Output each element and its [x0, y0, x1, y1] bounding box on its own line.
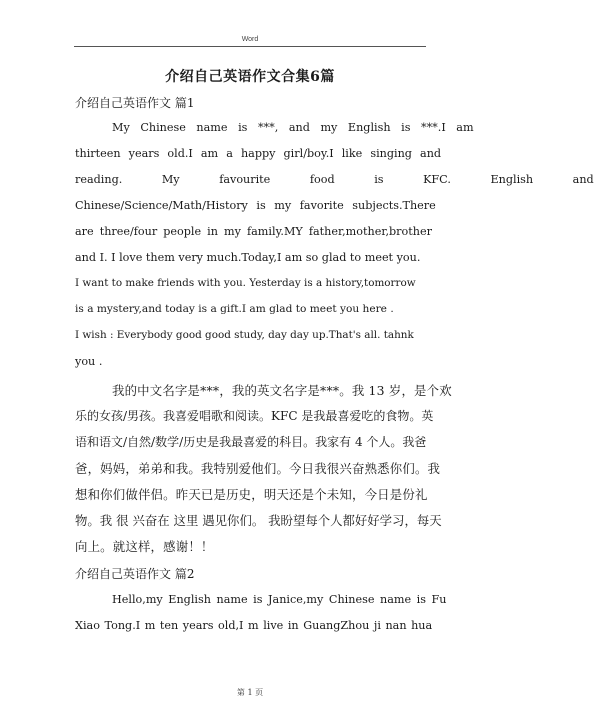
paragraph-line: 爸，妈妈，弟弟和我。我特别爱他们。今日我很兴奋熟悉你们。我 [75, 461, 441, 476]
section-heading-1: 介绍自己英语作文 篇1 [75, 96, 195, 110]
paragraph-line: 乐的女孩/男孩。我喜爱唱歌和阅读。KFC 是我最喜爱吃的食物。英 [75, 409, 434, 423]
paragraph-line: I want to make friends with you. Yesterday is a history,tomorrow [75, 277, 416, 289]
paragraph-line: reading. My favourite food is KFC. English and [75, 173, 594, 186]
header-label: Word [241, 36, 259, 43]
paragraph-line: thirteen years old.I am a happy girl/boy.I like singing and [75, 147, 442, 160]
paragraph-line: 想和你们做伴侣。昨天已是历史，明天还是个未知，今日是份礼 [75, 487, 428, 502]
section-heading-2: 介绍自己英语作文 篇2 [75, 567, 195, 581]
paragraph-line: and I. I love them very much.Today,I am so glad to meet you. [75, 251, 421, 264]
paragraph-line: My Chinese name is ***, and my English is ***.I am [112, 121, 474, 134]
header-divider [74, 46, 426, 47]
paragraph-line: Xiao Tong.I m ten years old,I m live in GuangZhou ji nan hua [75, 619, 433, 632]
paragraph-line: Chinese/Science/Math/History is my favorite subjects.There [75, 199, 436, 212]
paragraph-line: 向上。就这样，感谢！！ [75, 539, 214, 554]
paragraph-line: are three/four people in my family.MY father,mother,brother [75, 225, 432, 238]
paragraph-line: is a mystery,and today is a gift.I am glad to meet you here . [75, 303, 394, 315]
paragraph-line: 我的中文名字是***，我的英文名字是***。我 13 岁，是个欢 [112, 383, 452, 398]
document-title: 介绍自己英语作文合集6篇 [165, 69, 335, 85]
page-number: 第 1 页 [236, 688, 264, 697]
paragraph-line: Hello,my English name is Janice,my Chinese name is Fu [112, 593, 447, 606]
paragraph-line: you . [75, 355, 103, 368]
paragraph-line: 语和语文/自然/数学/历史是我最喜爱的科目。我家有 4 个人。我爸 [75, 435, 427, 449]
paragraph-line: I wish : Everybody good good study, day day up.That's all. tahnk [75, 329, 414, 341]
paragraph-line: 物。我 很 兴奋在 这里 遇见你们。 我盼望每个人都好好学习，每天 [75, 513, 442, 528]
